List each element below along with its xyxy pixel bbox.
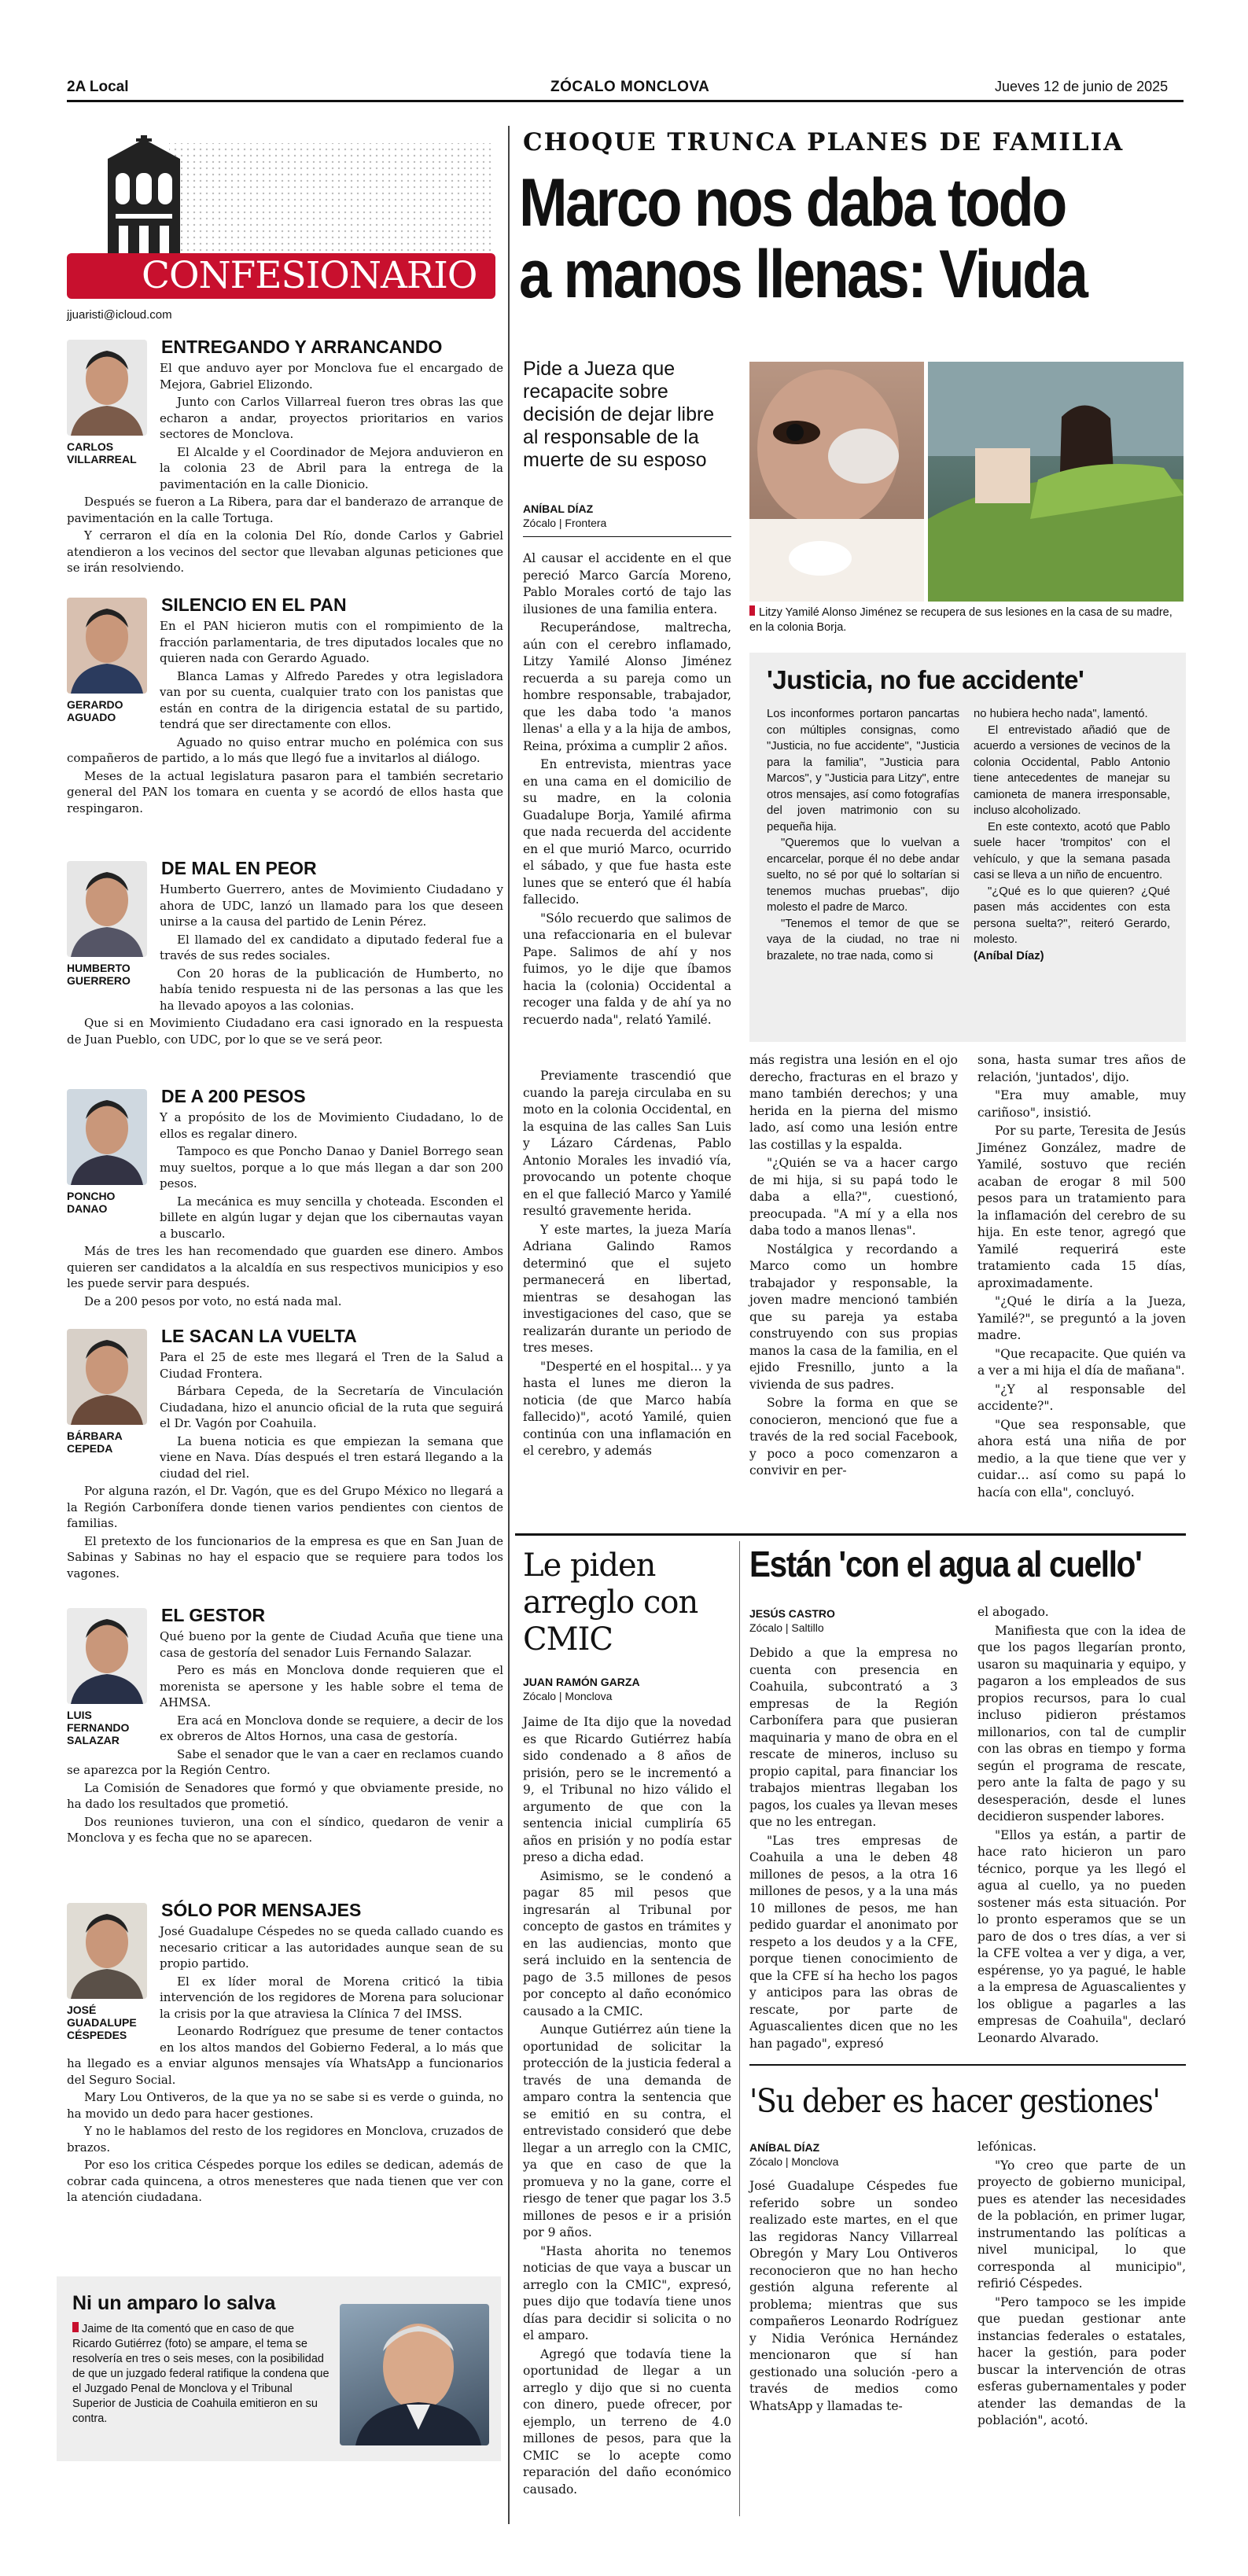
person-name: BÁRBARA CEPEDA bbox=[67, 1430, 123, 1455]
agua-author: JESÚS CASTRO bbox=[749, 1607, 835, 1620]
confesionario-item bbox=[67, 337, 503, 576]
column-divider bbox=[508, 126, 510, 2524]
story-column-3 bbox=[749, 1052, 958, 1481]
amparo-text-block bbox=[72, 2322, 336, 2427]
paragraph: Para el 25 de este mes llegará el Tren de la Salud a Ciudad Frontera. bbox=[160, 1350, 503, 1381]
story-headline-line2: a manos llenas: Viuda bbox=[519, 237, 1087, 312]
agua-title: Están 'con el agua al cuello' bbox=[749, 1544, 1142, 1584]
paragraph: "Que sea responsable, que ahora está una niña de por medio, a la que tiene que ver y cuidar… así como su papá lo hacía con ella", concluyó. bbox=[977, 1417, 1186, 1500]
paragraph: "Pero tampoco se les impide que puedan gestionar ante instancias federales o estatales, hacer la gestión, para poder buscar la intervención de otras esferas gubernamentales y poder atender las demandas de la población", acotó. bbox=[977, 2294, 1186, 2427]
paragraph: "Desperté en el hospital… y ya hasta el lunes me dieron la noticia (de que Marco había fallecido)", acotó Yamilé, quien continúa con una inflamación en el cerebro, y además bbox=[523, 1359, 731, 1458]
ricardo-gutierrez-photo bbox=[340, 2304, 489, 2445]
deber-column-1 bbox=[749, 2178, 958, 2416]
paragraph: José Guadalupe Céspedes no se queda callado cuando es necesario criticar a las autoridades aunque sean de su propio partido. bbox=[160, 1924, 503, 1971]
issue-date: Jueves 12 de junio de 2025 bbox=[995, 79, 1169, 94]
inner-divider bbox=[739, 1541, 740, 2516]
item-text bbox=[67, 360, 503, 578]
agua-location: Zócalo | Saltillo bbox=[749, 1621, 824, 1634]
deber-title: 'Su deber es hacer gestiones' bbox=[749, 2082, 1160, 2120]
confesionario-item bbox=[67, 1605, 503, 1875]
person-name: GERARDO AGUADO bbox=[67, 698, 123, 723]
paragraph: Aunque Gutiérrez aún tiene la oportunidad de solicitar la protección de la justicia federal a través de una demanda de amparo contra la sentencia que se emitió en su contra, el entrevistado consideró que debe llegar a un arreglo con la CMIC, ya que en caso de que la promueva y no la gane, corre el riesgo de tener que pagar los 3.5 millones de pesos e ir a prisión por 9 años. bbox=[523, 2022, 731, 2239]
confesionario-item bbox=[67, 1086, 503, 1308]
justicia-paragraph: El entrevistado añadió que de acuerdo a versiones de vecinos de la colonia Occidental, Pablo Antonio tiene antecedentes de manejar su camioneta de manera irresponsable, incluso alcoholizado. bbox=[974, 723, 1170, 817]
paragraph: Mary Lou Ontiveros, de la que ya no se sabe si es verde o guinda, no ha movido un dedo para hacer gestiones. bbox=[67, 2090, 503, 2121]
red-bullet-icon bbox=[72, 2322, 79, 2332]
paragraph: Bárbara Cepeda, de la Secretaría de Vinculación Ciudadana, hizo el anuncio oficial de la ruta que seguirá el Dr. Vagón por Coahuila. bbox=[160, 1384, 503, 1430]
justicia-column-left bbox=[767, 706, 959, 964]
paragraph: Pero es más en Monclova donde requieren que el morenista se apersone y les hable sobre el tema de AHMSA. bbox=[160, 1663, 503, 1709]
paragraph: Recuperándose, maltrecha, aún con el cerebro inflamado, Litzy Yamilé Alonso Jiménez recuerda a su pareja como un hombre responsable, trabajador, que les daba todo 'a manos llenas' a ella y a la hija de ambos, Reina, próxima a cumplir 2 años. bbox=[523, 620, 731, 753]
paragraph: Por su parte, Teresita de Jesús Jiménez González, madre de Yamilé, sostuvo que recién acaban de erogar 8 mil 500 pesos para un tratamiento para la inflamación del cerebro de su hija. En este tenor, agregó que Yamilé requerirá este tratamiento cada 15 días, aproximadamente. bbox=[977, 1124, 1186, 1290]
amparo-title: Ni un amparo lo salva bbox=[72, 2292, 276, 2314]
paragraph: Y no le hablamos del resto de los regidores en Monclova, cruzados de brazos. bbox=[67, 2124, 503, 2155]
confesionario-item bbox=[67, 594, 503, 837]
paragraph: De a 200 pesos por voto, no está nada mal. bbox=[84, 1294, 342, 1308]
cmic-location: Zócalo | Monclova bbox=[523, 1690, 613, 1702]
photo-spacer bbox=[67, 1628, 160, 1746]
deber-column-2 bbox=[977, 2139, 1186, 2431]
story-author: ANÍBAL DÍAZ bbox=[523, 502, 594, 515]
paragraph: Asimismo, se le condenó a pagar 85 mil pesos que ingresarán al Tribunal por concepto de gastos en trámites y en las audiencias, monto que será incluido en la sentencia de pago de 3.5 millones de pesos por concepto al daño económico causado a la CMIC. bbox=[523, 1868, 731, 2018]
deber-author: ANÍBAL DÍAZ bbox=[749, 2141, 820, 2154]
paragraph: La buena noticia es que empiezan la semana que viene en Nava. Días después el tren estará llegando a la ciudad del riel. bbox=[160, 1433, 503, 1481]
justicia-paragraph: no hubiera hecho nada", lamentó. bbox=[974, 708, 1148, 720]
deber-location: Zócalo | Monclova bbox=[749, 2155, 839, 2168]
story-column-2 bbox=[523, 1068, 731, 1462]
paragraph: La mecánica es muy sencilla y choteada. Esconden el billete en algún lugar y dejan que los cibernautas vayan a buscarlo. bbox=[160, 1194, 503, 1241]
justicia-paragraph: Los inconformes portaron pancartas con múltiples consignas, como "Justicia, no fue accidente", "Justicia para la familia", "Justicia para Marcos", y "Justicia para Litzy", entre otros mensajes, así como fotografías del joven matrimonio con su pequeña hija. bbox=[767, 708, 959, 834]
agua-column-2 bbox=[977, 1604, 1186, 2048]
paragraph: En entrevista, mientras yace en una cama en el domicilio de su madre, en la colonia Guadalupe Borja, Yamilé afirma que nada recuerda del accidente en el que murió Marco, ocurrido el sábado, y que fue hasta este lunes que se enteró que él había fallecido. bbox=[523, 757, 731, 907]
paragraph: "¿Y al responsable del accidente?". bbox=[977, 1382, 1186, 1413]
paragraph: Era acá en Monclova donde se requiere, a decir de los ex obreros de Altos Hornos, una casa de gestoría. bbox=[160, 1713, 503, 1743]
paragraph: Meses de la actual legislatura pasaron para el también secretario general del PAN los tomara en cuenta y se acordó de ellos hasta que respingaron. bbox=[67, 768, 503, 815]
paragraph: Y cerraron el día en la colonia Del Río, donde Carlos y Gabriel atendieron a los vecinos del sector que llevaban algunas peticiones que se irán resolviendo. bbox=[67, 528, 503, 575]
story-location: Zócalo | Frontera bbox=[523, 517, 607, 529]
photo-spacer bbox=[67, 1349, 160, 1467]
confesionario-item bbox=[67, 1900, 503, 2245]
paragraph: El pretexto de los funcionarios de la empresa es que en San Juan de Sabinas y Sabinas no hay el espacio que se requiere para todos los vagones. bbox=[67, 1533, 503, 1581]
item-heading: LE SACAN LA VUELTA bbox=[161, 1326, 357, 1346]
item-heading: ENTREGANDO Y ARRANCANDO bbox=[161, 337, 443, 357]
paragraph: Junto con Carlos Villarreal fueron tres obras las que echaron a andar, proyectos prioritarios en varios sectores de Monclova. bbox=[160, 395, 503, 441]
photo-spacer bbox=[67, 360, 160, 478]
paragraph: Después se fueron a La Ribera, para dar el banderazo de arranque de pavimentación en la calle Tortuga. bbox=[67, 495, 503, 525]
cmic-author: JUAN RAMÓN GARZA bbox=[523, 1676, 640, 1688]
confesionario-logo bbox=[67, 135, 495, 304]
story-byline bbox=[523, 502, 606, 530]
agua-byline bbox=[749, 1606, 835, 1635]
story-column-1 bbox=[523, 550, 731, 1030]
photo-graphic-1 bbox=[749, 362, 924, 602]
red-bullet-icon bbox=[749, 605, 755, 616]
cmic-byline bbox=[523, 1675, 640, 1703]
story-kicker: CHOQUE TRUNCA PLANES DE FAMILIA bbox=[523, 128, 1125, 156]
paragraph: José Guadalupe Céspedes fue referido sobre un sondeo realizado este martes, en el que las regidoras Nancy Villarreal Obregón y Mary Lou Ontiveros reconocieron que no han hecho gestión alguna referente al problema; mientras que sus compañeros Leonardo Rodríguez y Nidia Verónica Hernández mencionaron que sí han gestionado una solución -pero a través de medios como WhatsApp y llamadas te- bbox=[749, 2179, 958, 2413]
confesionario-item bbox=[67, 1326, 503, 1584]
paragraph: En el PAN hicieron mutis con el rompimiento de la fracción parlamentaria, de tres diputados locales que no quieren nada con Gerardo Aguado. bbox=[160, 619, 503, 665]
item-text bbox=[67, 881, 503, 1049]
item-heading: SILENCIO EN EL PAN bbox=[161, 594, 347, 615]
paragraph: Al causar el accidente en el que pereció Marco García Moreno, Pablo Morales cortó de tajo las ilusiones de una familia entera. bbox=[523, 551, 731, 616]
paragraph: El que anduvo ayer por Monclova fue el encargado de Mejora, Gabriel Elizondo. bbox=[160, 361, 503, 392]
paragraph: Y este martes, la jueza María Adriana Galindo Ramos determinó que el sujeto permanecerá en libertad, mientras se desahogan las investigaciones del caso, que se realizarán durante un periodo de tres meses. bbox=[523, 1222, 731, 1355]
paragraph: "Hasta ahorita no tenemos noticias de que vaya a buscar un arreglo con la CMIC", expresó, pues dijo que todavía tiene unos días para decidir si solicita o no el amparo. bbox=[523, 2243, 731, 2342]
paragraph: Qué bueno por la gente de Ciudad Acuña que tiene una casa de gestoría del senador Luis Fernando Salazar. bbox=[160, 1629, 503, 1660]
agua-column-1 bbox=[749, 1645, 958, 2054]
item-text bbox=[67, 1628, 503, 1848]
photo-spacer bbox=[67, 1110, 160, 1227]
paragraph: Sabe el senador que le van a caer en reclamos cuando se aparezca por la Región Centro. bbox=[67, 1746, 503, 1777]
confesionario-title: CONFESIONARIO bbox=[142, 254, 477, 297]
item-heading: DE A 200 PESOS bbox=[161, 1086, 306, 1106]
story-deck: Pide a Jueza que recapacite sobre decisión de dejar libre al responsable de la muerte de su esposo bbox=[523, 358, 715, 471]
justicia-paragraph: "Queremos que lo vuelvan a encarcelar, porque él no debe andar suelto, no sé por qué lo soltarían si tenemos muchas pruebas", dijo molesto el padre de Marco. bbox=[767, 837, 959, 914]
paragraph: El ex líder moral de Morena criticó la tibia intervención de los regidores de Morena para solucionar la crisis por la que atraviesa la Clínica 7 del IMSS. bbox=[160, 1974, 503, 2021]
paragraph: El Alcalde y el Coordinador de Mejora anduvieron en la colonia 23 de Abril para la entrega de la pavimentación en la calle Dionicio. bbox=[160, 444, 503, 491]
paragraph: Más de tres les han recomendado que guarden ese dinero. Ambos quieren ser candidatos a la alcaldía en sus respectivos municipios y eso les puede servir para después. bbox=[67, 1244, 503, 1290]
item-text bbox=[67, 618, 503, 818]
litzy-bed-photo bbox=[928, 362, 1184, 602]
photo-caption: Litzy Yamilé Alonso Jiménez se recupera de sus lesiones en la casa de su madre, en la colonia Borja. bbox=[749, 606, 1173, 634]
paragraph: el abogado. bbox=[977, 1605, 1049, 1619]
paragraph: "Las tres empresas de Coahuila a una le deben 48 millones de pesos, a la otra 16 millones de pesos, y a la una más 10 millones de pesos, me han pedido guardar el anonimato por respeto a los deudos y a la CFE, porque tienen conocimiento de que la CFE sí ha hecho los pagos y anticipos para las obras de rescate, por parte de Aguascalientes dicen que no les han pagado", expresó bbox=[749, 1833, 958, 2051]
justicia-column-right bbox=[974, 706, 1170, 964]
paragraph: Por alguna razón, el Dr. Vagón, que es del Grupo México no llegará a la Región Carbonífera donde tienen varios pendientes con cientos de familias. bbox=[67, 1484, 503, 1530]
paragraph: El llamado del ex candidato a diputado federal fue a través de sus redes sociales. bbox=[160, 932, 503, 962]
justicia-paragraph: En este contexto, acotó que Pablo suele hacer 'trompitos' con el vehículo, y que la semana pasada casi se lleva a un niño de encuentro. bbox=[974, 820, 1170, 881]
paragraph: Sobre la forma en que se conocieron, mencionó que fue a través de la red social Facebook, y poco a poco comenzaron a convivir en per- bbox=[749, 1396, 958, 1478]
item-text bbox=[67, 1923, 503, 2207]
justicia-signature: (Aníbal Díaz) bbox=[974, 949, 1044, 962]
paragraph: "¿Qué le diría a la Jueza, Yamilé?", se preguntó a la joven madre. bbox=[977, 1294, 1186, 1342]
cmic-title: Le piden arreglo con CMIC bbox=[523, 1547, 698, 1658]
item-text bbox=[67, 1349, 503, 1583]
photo-spacer bbox=[67, 881, 160, 999]
paragraph: Humberto Guerrero, antes de Movimiento Ciudadano y ahora de UDC, lanzó un llamado para los que deseen unirse a la causa del partido de Lenin Pérez. bbox=[160, 882, 503, 929]
justicia-title: 'Justicia, no fue accidente' bbox=[767, 665, 1084, 694]
paragraph: Manifiesta que con la idea de que los pagos llegarían pronto, usaron su maquinaria y equipo, y pagaron a los empleados de sus propios recursos, para lo cual incluso pidieron préstamos millonarios, con tal de cumplir con las obras en tiempo y forma según el programa de rescate, pero ante la falta de pago y su desesperación, desde el lunes decidieron suspender labores. bbox=[977, 1623, 1186, 1823]
paragraph: Previamente trascendió que cuando la pareja circulaba en su moto en la colonia Occidental, en la esquina de las calles San Luis y Lázaro Cárdenas, Pablo Antonio Morales les invadió vía, provocando un potente choque en el que falleció Marco y Yamilé resultó gravemente herida. bbox=[523, 1069, 731, 1218]
paragraph: "Era muy amable, muy cariñoso", insistió. bbox=[977, 1088, 1186, 1120]
deber-byline bbox=[749, 2140, 838, 2169]
newspaper-name: ZÓCALO MONCLOVA bbox=[550, 79, 710, 95]
paragraph: sona, hasta sumar tres años de relación, 'juntados', dijo. bbox=[977, 1053, 1186, 1084]
amparo-box bbox=[57, 2276, 501, 2461]
paragraph: La Comisión de Senadores que formó y que obviamente preside, no ha dado los resultados que prometió. bbox=[67, 1780, 503, 1811]
person-name: HUMBERTO GUERRERO bbox=[67, 962, 131, 987]
item-heading: EL GESTOR bbox=[161, 1605, 266, 1625]
person-name: JOSÉ GUADALUPE CÉSPEDES bbox=[67, 2004, 137, 2041]
paragraph: "Yo creo que parte de un proyecto de gobierno municipal, pues es atender las necesidades de la población, en primer lugar, instrumentando las políticas a nivel municipal, lo que corresponda al municipio", refirió Céspedes. bbox=[977, 2158, 1186, 2291]
justicia-paragraph: "Tenemos el temor de que se vaya de la ciudad, no trae ni brazalete, no trae nada, como si bbox=[767, 917, 959, 962]
justicia-paragraph: "¿Qué es lo que quieren? ¿Qué pasen más accidentes con esta persona suelta?", reiteró Gerardo, molesto. bbox=[974, 885, 1170, 946]
cmic-column bbox=[523, 1714, 731, 2500]
photo-caption-block bbox=[749, 605, 1186, 635]
paragraph: Dos reuniones tuvieron, una con el síndico, quedaron de venir a Monclova y es fecha que no se aparecen. bbox=[67, 1814, 503, 1845]
paragraph: Que si en Movimiento Ciudadano era casi ignorado en la respuesta de Juan Pueblo, con UDC, por lo que se ve será peor. bbox=[67, 1016, 503, 1047]
story-column-4 bbox=[977, 1052, 1186, 1503]
confesionario-item bbox=[67, 858, 503, 1065]
paragraph: Debido a que la empresa no cuenta con presencia en Coahuila, subcontrató a 3 empresas de la Región Carbonífera para que pusieran maquinaria y mano de obra en el rescate de mineros, incluso su propio capital, para financiar los trabajos mientras llegaban los pagos, los cuales ya llevan meses que no les entregan. bbox=[749, 1646, 958, 1829]
photo-graphic-2 bbox=[928, 362, 1184, 602]
photo-spacer bbox=[67, 618, 160, 736]
columnist-email: jjuaristi@icloud.com bbox=[67, 308, 172, 322]
amparo-text: Jaime de Ita comentó que en caso de que Ricardo Gutiérrez (foto) se ampare, el tema se resolvería en tres o seis meses, con la posibilidad de que un juzgado federal ratifique la condena que el Juzgado Penal de Monclova y el Tribunal Superior de Justicia de Coahuila emitieron en su contra. bbox=[72, 2323, 329, 2425]
paragraph: Blanca Lamas y Alfredo Paredes y otra legisladora van por su cuenta, cualquier trato con los panistas que están en contra de la dirigencia estatal de su partido, tendrá que ser directamente con ellos. bbox=[160, 668, 503, 731]
eye-injury-photo bbox=[749, 362, 924, 602]
paragraph: Aguado no quiso entrar mucho en polémica con sus compañeros de partido, a lo más que llegó fue a invitarlos al diálogo. bbox=[67, 734, 503, 765]
section-label: 2A Local bbox=[67, 79, 129, 95]
paragraph: Tampoco es que Poncho Danao y Daniel Borrego sean muy sueltos, porque a lo que más llegan a dar son 200 pesos. bbox=[160, 1144, 503, 1190]
justicia-box bbox=[749, 653, 1186, 1042]
byline-rule bbox=[523, 536, 731, 537]
paragraph: Leonardo Rodríguez que presume de tener contactos en los altos mandos del Gobierno Federal, a lo más que ha llegado es a enviar algunos mensajes vía WhatsApp a funcionarios del Seguro Social. bbox=[67, 2024, 503, 2087]
person-name: LUIS FERNANDO SALAZAR bbox=[67, 1709, 130, 1746]
paragraph: "¿Quién se va a hacer cargo de mi hija, si su papá todo le daba a ella?", cuestionó, preocupada. "A mí y a ella nos daba todo a manos llenas". bbox=[749, 1156, 958, 1238]
section-rule-1 bbox=[515, 1533, 743, 1536]
person-name: PONCHO DANAO bbox=[67, 1190, 116, 1215]
item-text bbox=[67, 1110, 503, 1311]
paragraph: Agregó que todavía tiene la oportunidad de llegar a un arreglo y dijo que si no cuenta con dinero, puede ofrecer, por ejemplo, un terreno de 4.0 millones de pesos, para que la CMIC se lo acepte como reparación del daño económico causado. bbox=[523, 2346, 731, 2497]
portrait-graphic bbox=[340, 2304, 489, 2445]
item-heading: DE MAL EN PEOR bbox=[161, 858, 317, 878]
paragraph: "Que recapacite. Que quién va a ver a mi hija el día de mañana". bbox=[977, 1346, 1186, 1378]
header-rule bbox=[67, 100, 1184, 102]
story-headline-line1: Marco nos daba todo bbox=[519, 165, 1066, 241]
paragraph: Jaime de Ita dijo que la novedad es que Ricardo Gutiérrez había sido condenado a 8 años de prisión, pero se le incrementó a 9, el Tribunal no hizo válido el argumento de que con la sentencia inicial cumpliría 65 años en prisión y no podía estar preso a dicha edad. bbox=[523, 1715, 731, 1864]
paragraph: más registra una lesión en el ojo derecho, fracturas en el brazo y mano también derechos; y una herida en la pierna del mismo lado, así como una lesión entre las costillas y la espalda. bbox=[749, 1053, 958, 1152]
paragraph: "Ellos ya están, a partir de hace rato hicieron un paro técnico, porque ya les llegó el agua al cuello, ya no pueden sostener más esta situación. Por lo pronto esperamos que se un paro de dos o tres días, a ver si la CFE voltea a ver y diga, a ver, espérense, yo ya pagué, le hable a la empresa de Aguascalientes y los obligue a pagarles a las empresas de Coahuila", declaró Leonardo Alvarado. bbox=[977, 1827, 1186, 2045]
photo-spacer bbox=[67, 1923, 160, 2041]
paragraph: Por eso los critica Céspedes porque los ediles se dedican, además de cobrar cada quincena, a otros menesteres que nada tienen que ver con la atención ciudadana. bbox=[67, 2158, 503, 2204]
person-name: CARLOS VILLARREAL bbox=[67, 440, 137, 466]
paragraph: lefónicas. bbox=[977, 2140, 1036, 2154]
section-rule-2 bbox=[735, 1533, 1186, 1536]
paragraph: Con 20 horas de la publicación de Humberto, no había tenido respuesta ni de las personas a las que les ha llevado apoyos a las colonias. bbox=[160, 966, 503, 1013]
paragraph: Nostálgica y recordando a Marco como un hombre trabajador y responsable, la joven madre mencionó también que su pareja ya estaba construyendo con sus propias manos la casa de la familia, en el ejido Fresnillo, junto a la vivienda de sus padres. bbox=[749, 1242, 958, 1392]
paragraph: "Sólo recuerdo que salimos de una refaccionaria en el bulevar Pape. Salimos de ahí y nos fuimos, yo le dije que íbamos hacia la (colonia) Occidental a recoger una falda y de ahí ya no recuerdo nada", relató Yamilé. bbox=[523, 911, 731, 1027]
paragraph: Y a propósito de los de Movimiento Ciudadano, lo de ellos es regalar dinero. bbox=[160, 1110, 503, 1141]
item-heading: SÓLO POR MENSAJES bbox=[161, 1900, 362, 1920]
section-rule-3 bbox=[749, 2064, 1186, 2066]
